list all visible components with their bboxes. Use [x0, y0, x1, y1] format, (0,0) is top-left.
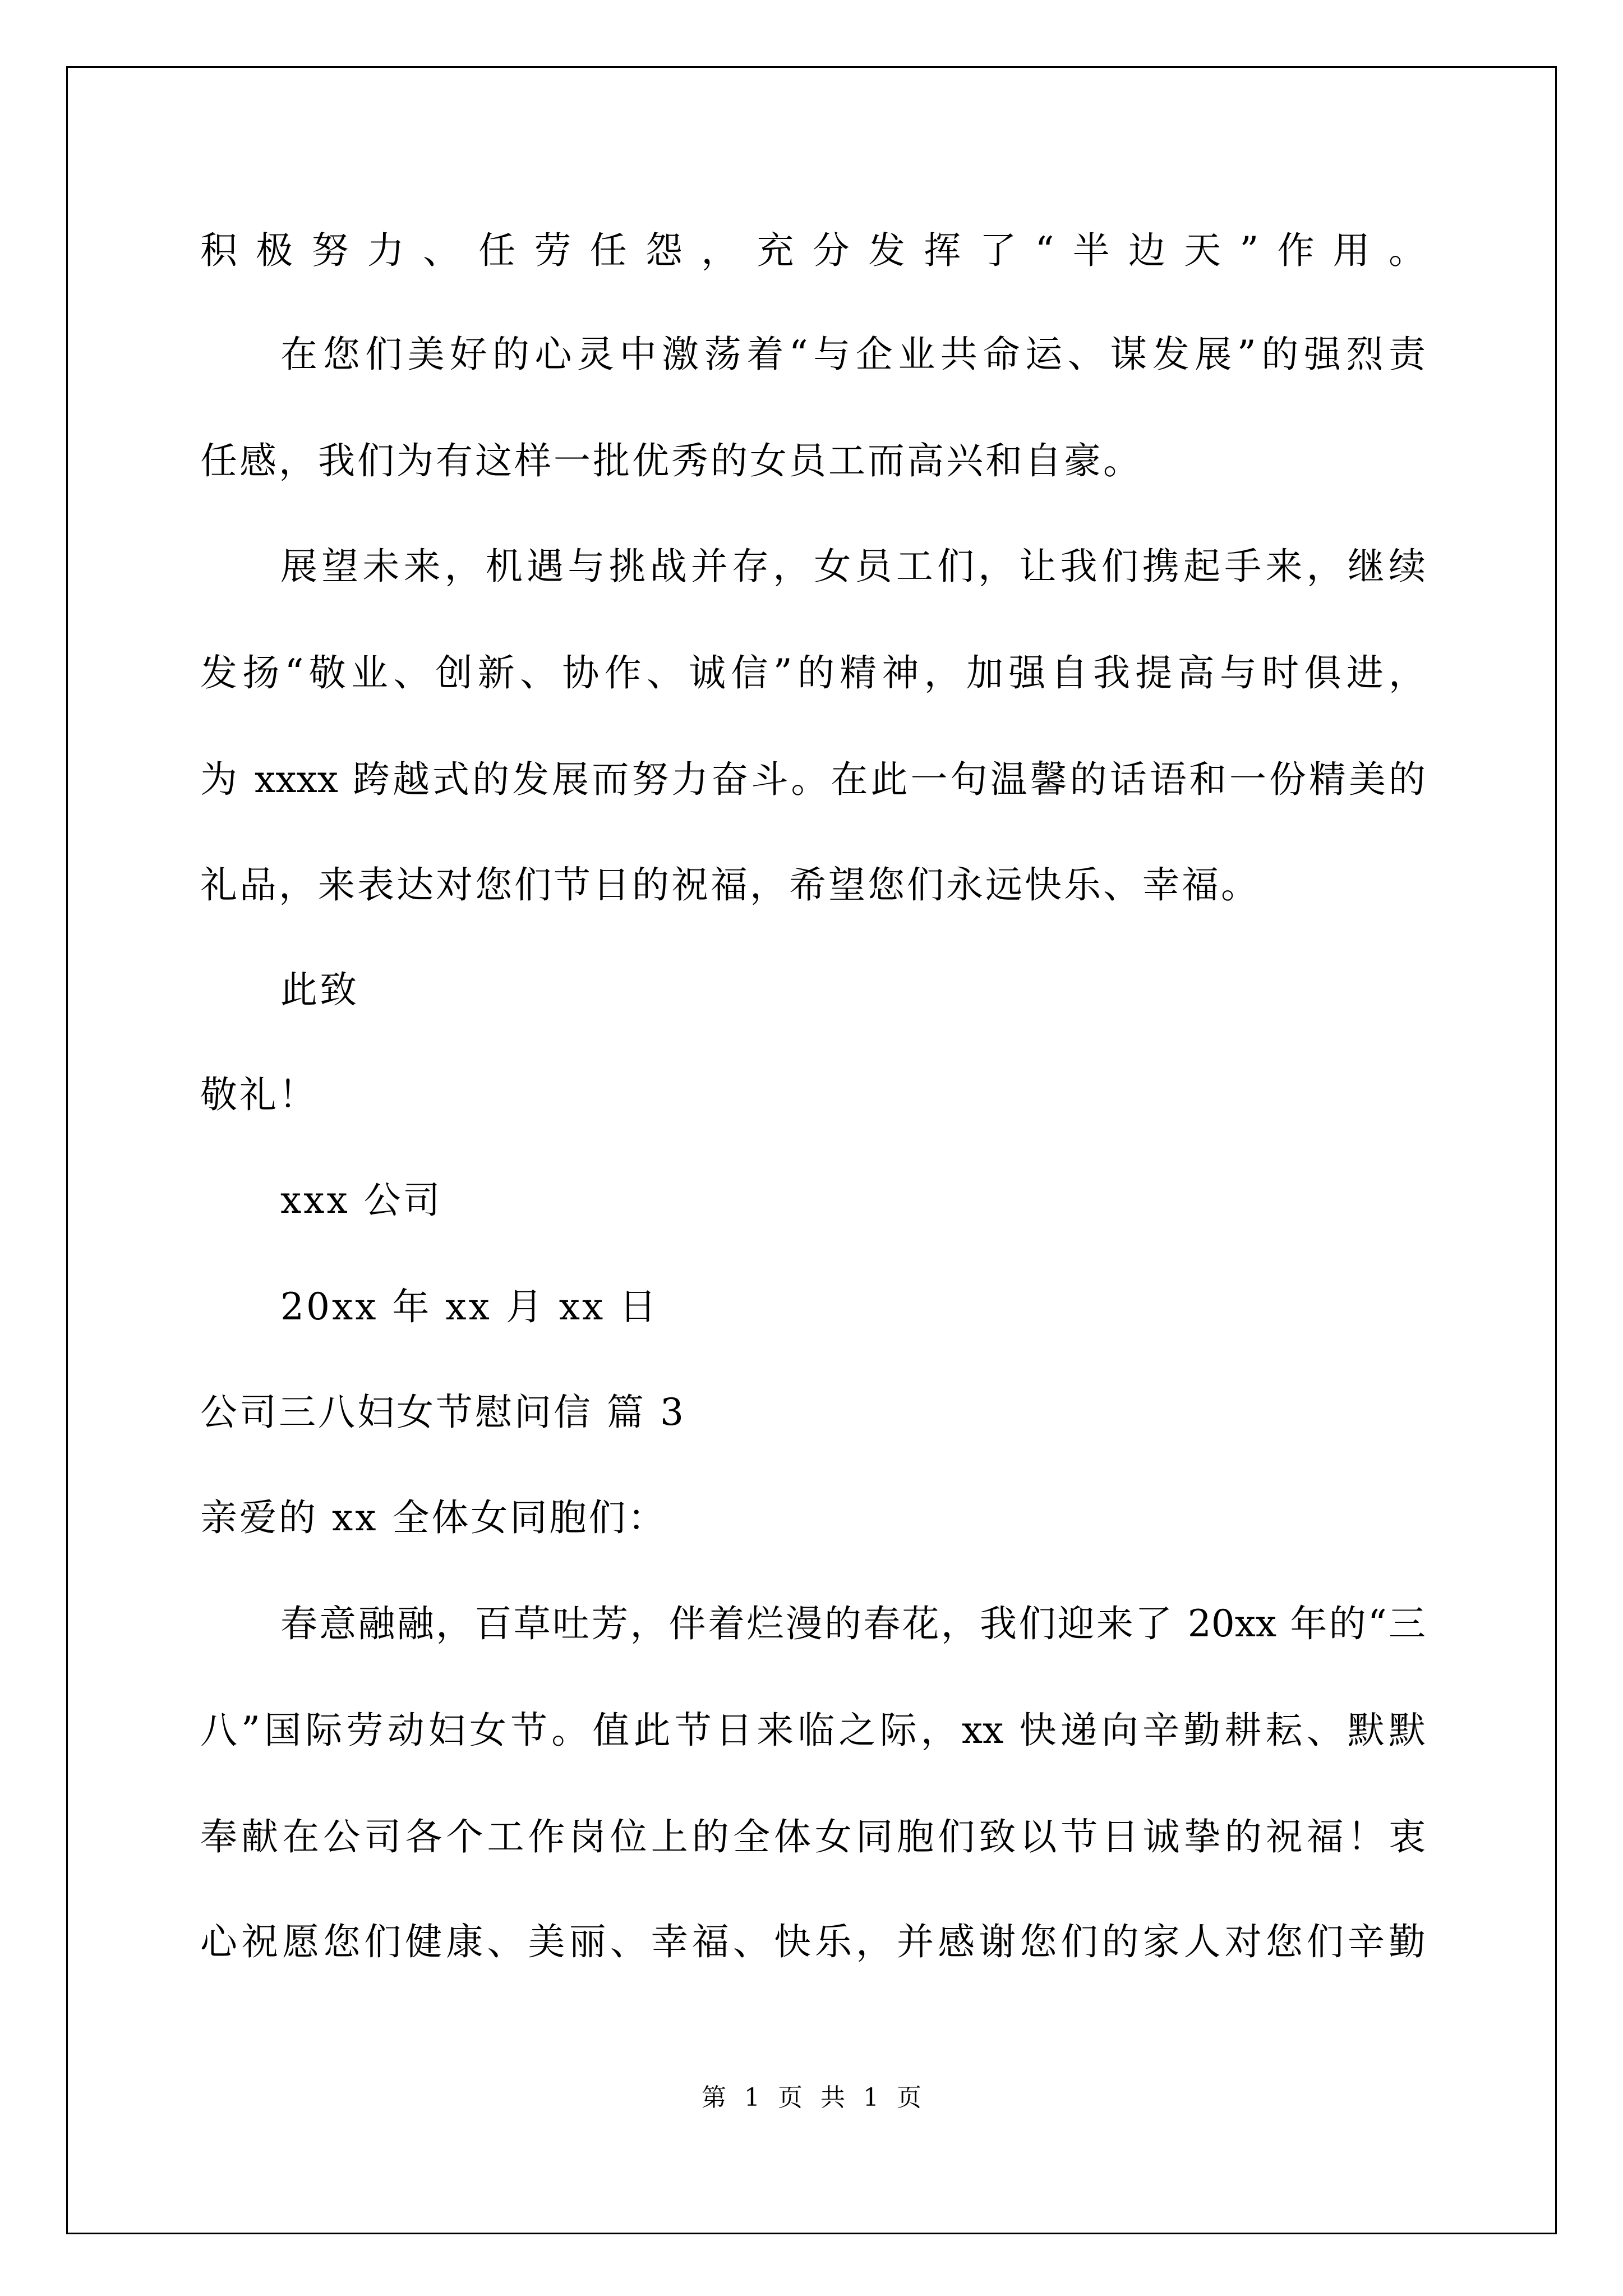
body-line-9: 八”国际劳动妇女节。值此节日来临之际，xx 快递向辛勤耕耘、默默 — [200, 1709, 1426, 1752]
body-line-4: 展望未来，机遇与挑战并存，女员工们，让我们携起手来，继续 — [280, 545, 1426, 588]
signature-date: 20xx 年 xx 月 xx 日 — [280, 1285, 659, 1328]
body-line-1: 积极努力、任劳任怨，充分发挥了“半边天”作用。 — [200, 229, 1426, 272]
closing-respect: 敬礼！ — [200, 1073, 318, 1116]
body-line-10: 奉献在公司各个工作岗位上的全体女同胞们致以节日诚挚的祝福！衷 — [200, 1815, 1426, 1858]
body-line-2: 在您们美好的心灵中激荡着“与企业共命运、谋发展”的强烈责 — [280, 333, 1426, 376]
signature-company: xxx 公司 — [280, 1179, 442, 1222]
body-line-7: 礼品，来表达对您们节日的祝福，希望您们永远快乐、幸福。 — [200, 863, 1260, 907]
body-line-5: 发扬“敬业、创新、协作、诚信”的精神，加强自我提高与时俱进， — [200, 651, 1426, 694]
body-line-8: 春意融融，百草吐芳，伴着烂漫的春花，我们迎来了 20xx 年的“三 — [280, 1602, 1426, 1645]
page-number-footer: 第 1 页 共 1 页 — [702, 2083, 921, 2112]
body-line-3: 任感，我们为有这样一批优秀的女员工而高兴和自豪。 — [200, 439, 1142, 482]
body-line-6: 为 xxxx 跨越式的发展而努力奋斗。在此一句温馨的话语和一份精美的 — [200, 758, 1426, 801]
greeting-line: 亲爱的 xx 全体女同胞们： — [200, 1496, 667, 1539]
body-line-11: 心祝愿您们健康、美丽、幸福、快乐，并感谢您们的家人对您们辛勤 — [200, 1920, 1426, 1963]
closing-salutation: 此致 — [280, 968, 359, 1011]
section-heading: 公司三八妇女节慰问信 篇 3 — [200, 1391, 686, 1434]
page-border — [66, 66, 1557, 2234]
